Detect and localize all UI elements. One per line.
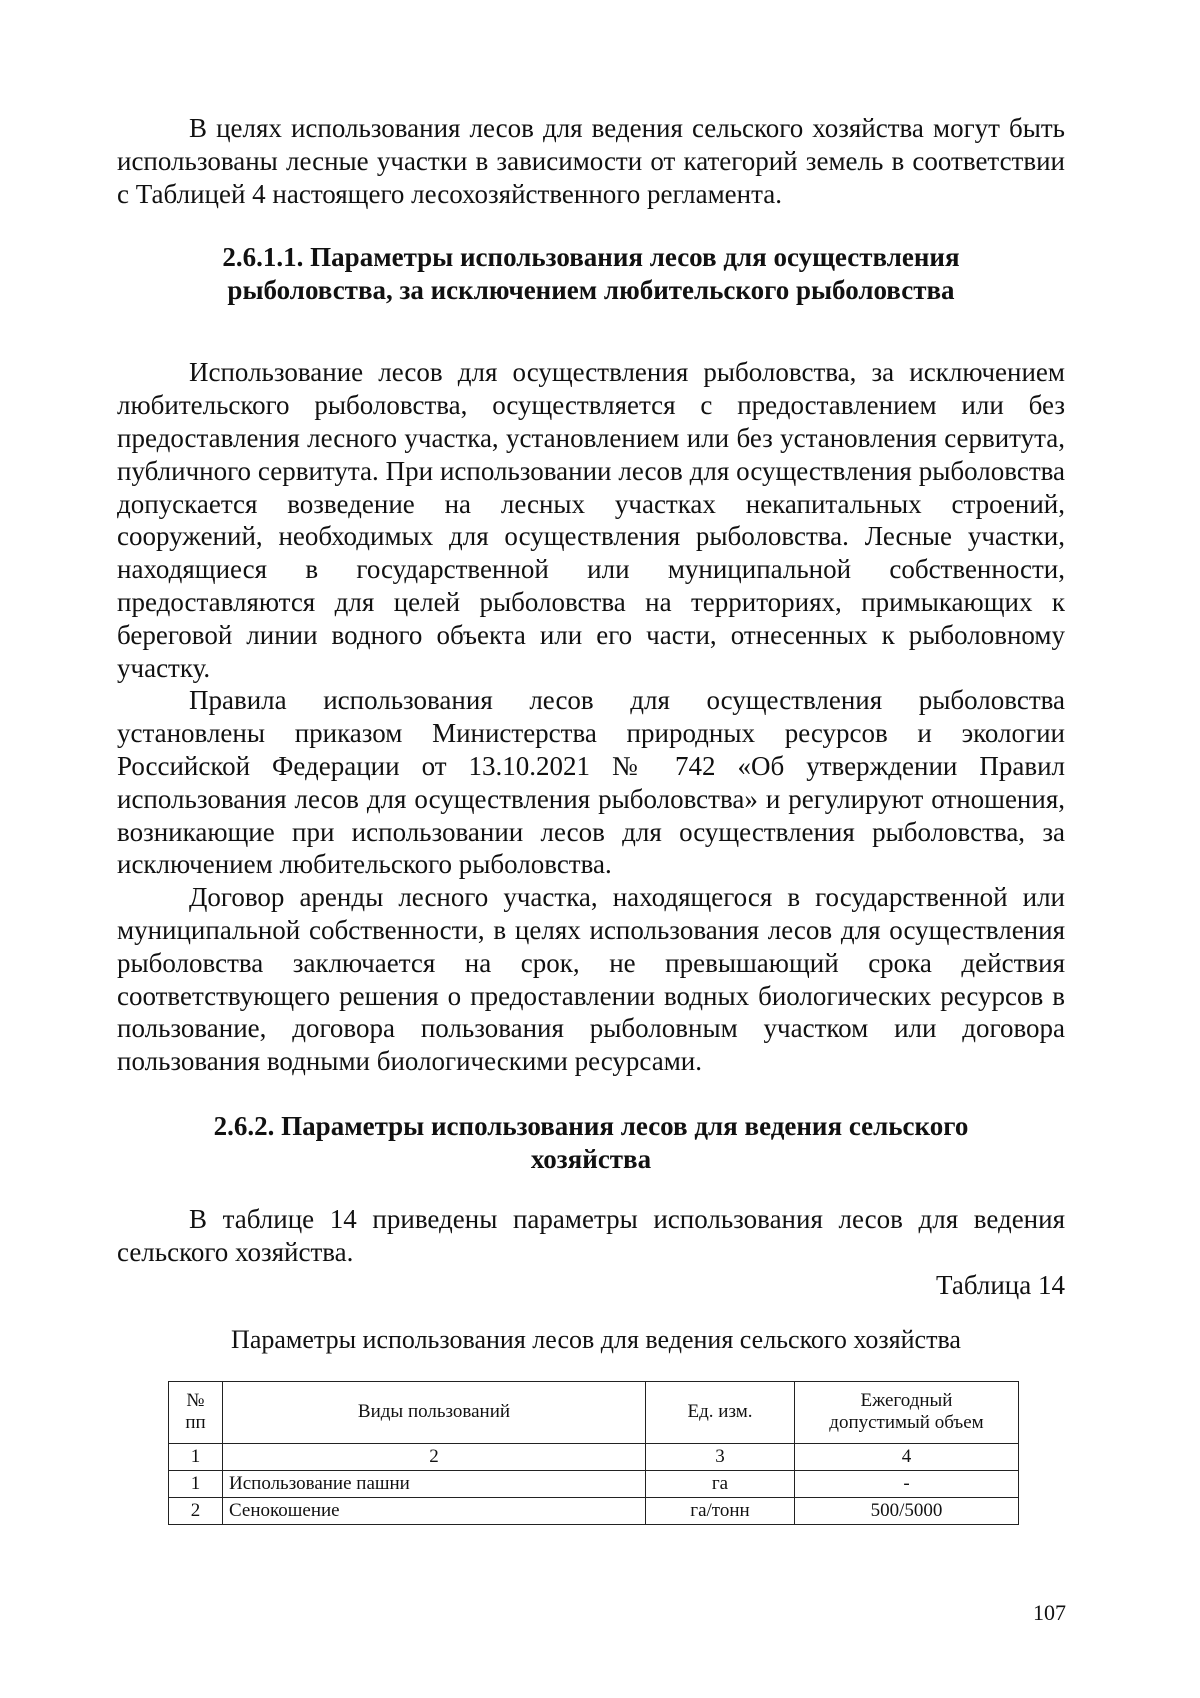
header-volume-line: Ежегодный <box>860 1390 953 1412</box>
index-cell: 1 <box>169 1443 223 1470</box>
page-number: 107 <box>1033 1600 1066 1625</box>
row-volume: - <box>795 1470 1019 1497</box>
heading-line: 2.6.1.1. Параметры использования лесов для осуществления <box>222 242 960 273</box>
parameters-table <box>168 1381 1019 1525</box>
header-volume <box>795 1381 1019 1443</box>
row-unit: га <box>646 1470 795 1497</box>
heading-line: рыболовства, за исключением любительского рыболовства <box>227 275 955 306</box>
index-cell: 4 <box>795 1443 1019 1470</box>
paragraph-table-intro: В таблице 14 приведены параметры использования лесов для ведения сельского хозяйства. <box>117 1203 1065 1267</box>
table-label: Таблица 14 <box>936 1269 1065 1300</box>
table-index-row <box>169 1443 1019 1470</box>
header-volume-line: допустимый объем <box>829 1412 984 1434</box>
heading-line: хозяйства <box>530 1143 652 1174</box>
paragraph-fishing-rules: Правила использования лесов для осуществления рыболовства установлены приказом Министерства природных ресурсов и экологии Российской Федерации от 13.10.2021 № 742 «Об утверждении Правил использования лесов для осуществления рыболовства» и регулируют отношения, возникающие при использовании лесов для осуществления рыболовства, за исключением любительского рыболовства. <box>117 685 1065 880</box>
table-row <box>169 1470 1019 1497</box>
table-header-row <box>169 1381 1019 1443</box>
index-cell: 3 <box>646 1443 795 1470</box>
header-num-line: № <box>186 1390 205 1412</box>
header-num-line: пп <box>185 1412 206 1434</box>
heading-line: 2.6.2. Параметры использования лесов для ведения сельского <box>213 1110 969 1141</box>
row-kind: Использование пашни <box>223 1470 646 1497</box>
paragraph-intro: В целях использования лесов для ведения сельского хозяйства могут быть использованы лесные участки в зависимости от категорий земель в соответствии с Таблицей 4 настоящего лесохозяйственного регламента. <box>117 113 1065 209</box>
row-unit: га/тонн <box>646 1497 795 1524</box>
header-unit: Ед. изм. <box>646 1381 795 1443</box>
page-content <box>117 112 1065 1525</box>
row-num: 1 <box>169 1470 223 1497</box>
section-heading-2-6-2 <box>117 1110 1065 1176</box>
row-num: 2 <box>169 1497 223 1524</box>
table-row <box>169 1497 1019 1524</box>
table-caption: Параметры использования лесов для ведения сельского хозяйства <box>231 1324 961 1354</box>
section-heading-2-6-1-1 <box>117 241 1065 307</box>
header-kind: Виды пользований <box>223 1381 646 1443</box>
index-cell: 2 <box>223 1443 646 1470</box>
row-volume: 500/5000 <box>795 1497 1019 1524</box>
header-num <box>169 1381 223 1443</box>
paragraph-lease-agreement: Договор аренды лесного участка, находящегося в государственной или муниципальной собственности, в целях использования лесов для осуществления рыболовства заключается на срок, не превышающий срока действия соответствующего решения о предоставлении водных биологических ресурсов в пользование, договора пользования рыболовным участком или договора пользования водными биологическими ресурсами. <box>117 882 1065 1077</box>
row-kind: Сенокошение <box>223 1497 646 1524</box>
paragraph-fishing-usage: Использование лесов для осуществления рыболовства, за исключением любительского рыболовства, осуществляется с предоставлением или без предоставления лесного участка, установлением или без установления сервитута, публичного сервитута. При использовании лесов для осуществления рыболовства допускается возведение на лесных участках некапитальных строений, сооружений, необходимых для осуществления рыболовства. Лесные участки, находящиеся в государственной или муниципальной собственности, предоставляются для целей рыболовства на территориях, примыкающих к береговой линии водного объекта или его части, отнесенных к рыболовному участку. <box>117 357 1065 683</box>
